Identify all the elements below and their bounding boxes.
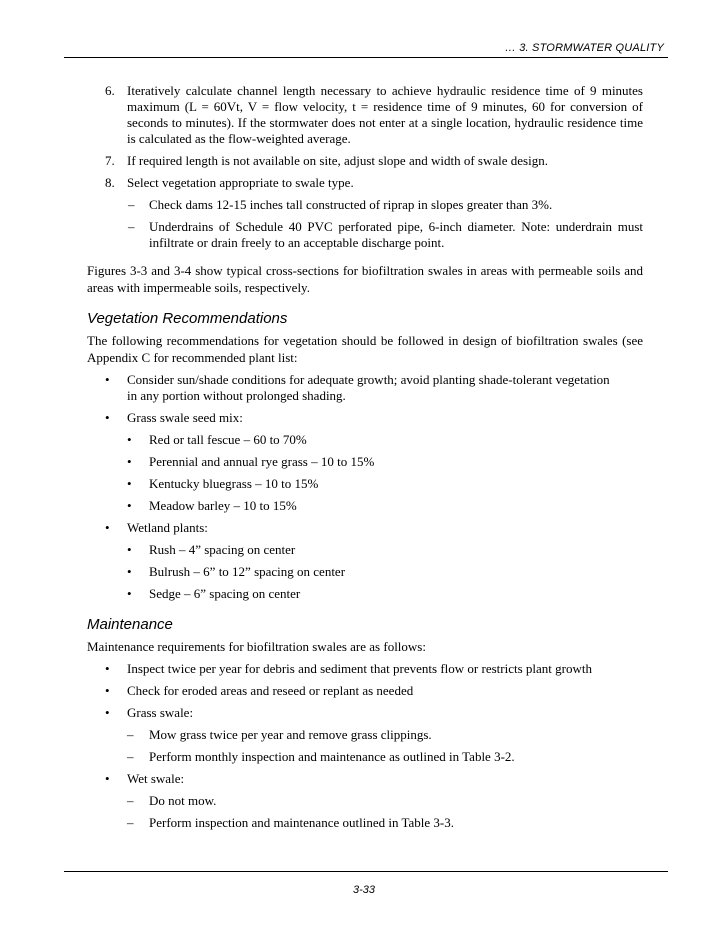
list-item <box>87 683 643 699</box>
bullet-text: Wetland plants: <box>127 520 208 535</box>
bullet-text: Check for eroded areas and reseed or replant as needed <box>127 683 414 698</box>
bullet-text: Grass swale: <box>127 705 194 720</box>
list-item <box>87 372 643 404</box>
step-text: Iteratively calculate channel length necessary to achieve hydraulic residence time of 9 minutes maximum (L = 60Vt, V = flow velocity, t = residence time of 9 minutes, 60 for conversion of seconds to minutes). If the stormwater does not enter at a single location, hydraulic residence time is calculated as the flow-weighted average. <box>127 83 643 146</box>
dash-marker: – <box>127 749 134 764</box>
list-item <box>87 815 643 831</box>
subitem-text: Underdrains of Schedule 40 PVC perforated pipe, 6-inch diameter. Note: underdrain must infiltrate or drain freely to an acceptable discharge point. <box>149 219 643 250</box>
list-item <box>87 432 643 448</box>
bullet-text: Mow grass twice per year and remove grass clippings. <box>149 727 432 742</box>
bullet-marker: • <box>127 564 132 579</box>
list-item <box>87 454 643 470</box>
list-item <box>87 83 643 147</box>
step-text: Select vegetation appropriate to swale type. <box>127 175 354 190</box>
dash-marker: – <box>128 219 135 234</box>
bullet-marker: • <box>127 542 132 557</box>
page-body <box>87 83 643 257</box>
bullet-marker: • <box>105 410 110 425</box>
list-item <box>87 705 643 721</box>
list-item <box>127 197 643 213</box>
list-item <box>87 727 643 743</box>
bullet-marker: • <box>127 498 132 513</box>
bullet-marker: • <box>127 432 132 447</box>
bullet-marker: • <box>105 705 110 720</box>
header-divider <box>64 57 668 58</box>
bullet-marker: • <box>127 476 132 491</box>
list-item <box>87 175 643 251</box>
dash-marker: – <box>127 793 134 808</box>
list-item <box>87 153 643 169</box>
maintenance-heading: Maintenance <box>87 616 173 633</box>
list-item <box>127 219 643 251</box>
list-item <box>87 498 643 514</box>
bullet-marker: • <box>105 661 110 676</box>
bullet-text: Kentucky bluegrass – 10 to 15% <box>149 476 319 491</box>
bullet-text: Sedge – 6” spacing on center <box>149 586 301 601</box>
bullet-text: Wet swale: <box>127 771 185 786</box>
list-item <box>87 661 643 677</box>
bullet-text: Consider sun/shade conditions for adequate growth; avoid planting shade-tolerant vegetation in any portion without prolonged shading. <box>127 372 610 403</box>
bullet-marker: • <box>105 372 110 387</box>
dash-marker: – <box>128 197 135 212</box>
step-number: 8. <box>105 175 115 190</box>
dash-marker: – <box>127 727 134 742</box>
bullet-text: Perennial and annual rye grass – 10 to 15% <box>149 454 375 469</box>
page-number: 3-33 <box>352 884 376 896</box>
list-item <box>87 793 643 809</box>
bullet-text: Rush – 4” spacing on center <box>149 542 296 557</box>
subitem-text: Check dams 12-15 inches tall constructed of riprap in slopes greater than 3%. <box>149 197 553 212</box>
dash-marker: – <box>127 815 134 830</box>
bullet-text: Perform monthly inspection and maintenance as outlined in Table 3-2. <box>149 749 515 764</box>
list-item <box>87 564 643 580</box>
bullet-text: Grass swale seed mix: <box>127 410 243 425</box>
list-item <box>87 520 643 536</box>
step-number: 7. <box>105 153 115 168</box>
vegetation-intro: The following recommendations for vegetation should be followed in design of biofiltration swales (see Appendix C for recommended plant list: <box>87 333 643 365</box>
step-text: If required length is not available on site, adjust slope and width of swale design. <box>127 153 548 168</box>
figures-paragraph: Figures 3-3 and 3-4 show typical cross-sections for biofiltration swales in areas with permeable soils and areas with impermeable soils, respectively. <box>87 263 643 295</box>
footer-divider <box>64 871 668 872</box>
maintenance-intro: Maintenance requirements for biofiltration swales are as follows: <box>87 639 426 654</box>
bullet-marker: • <box>127 586 132 601</box>
list-item <box>87 771 643 787</box>
bullet-text: Do not mow. <box>149 793 217 808</box>
main-text-block <box>87 262 643 831</box>
bullet-marker: • <box>105 683 110 698</box>
list-item <box>87 476 643 492</box>
running-header: … 3. STORMWATER QUALITY <box>504 42 664 54</box>
list-item <box>87 749 643 765</box>
vegetation-heading: Vegetation Recommendations <box>87 310 288 327</box>
bullet-text: Red or tall fescue – 60 to 70% <box>149 432 307 447</box>
list-item <box>87 586 643 602</box>
step-number: 6. <box>105 83 115 98</box>
bullet-text: Bulrush – 6” to 12” spacing on center <box>149 564 346 579</box>
bullet-text: Meadow barley – 10 to 15% <box>149 498 297 513</box>
bullet-text: Inspect twice per year for debris and sediment that prevents flow or restricts plant growth <box>127 661 592 676</box>
bullet-marker: • <box>127 454 132 469</box>
list-item <box>87 410 643 426</box>
design-steps-list <box>87 83 643 251</box>
bullet-marker: • <box>105 771 110 786</box>
list-item <box>87 542 643 558</box>
bullet-text: Perform inspection and maintenance outlined in Table 3-3. <box>149 815 454 830</box>
bullet-marker: • <box>105 520 110 535</box>
